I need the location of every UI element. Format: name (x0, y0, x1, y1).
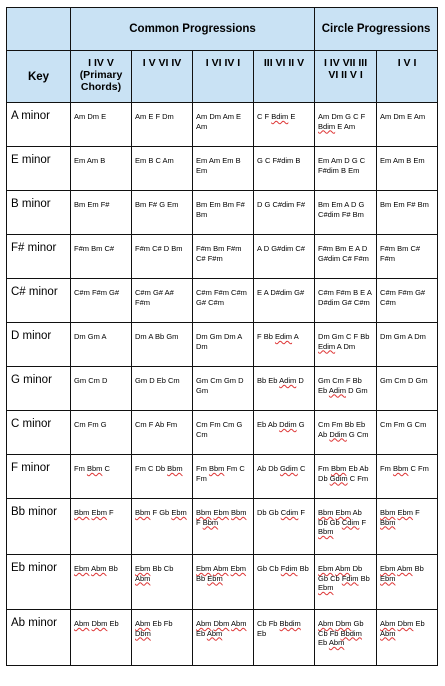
chord-progressions-table (6, 7, 438, 666)
progression-cell: Am Dm E (71, 103, 132, 147)
column-header-i-vi-iv-i: I VI IV I (193, 51, 254, 103)
progression-cell: F#m Bm E A D G#dim C# F#m (315, 235, 377, 279)
progression-cell: Em Am D G C F#dim B Em (315, 147, 377, 191)
progression-cell: Bbm Ebm Bbm F Bbm (193, 499, 254, 555)
key-cell: G minor (7, 367, 71, 411)
progression-cell: Bm Em A D G C#dim F# Bm (315, 191, 377, 235)
progression-cell: Fm Bbm C Fm (377, 455, 438, 499)
progression-cell: Dm Gm A (71, 323, 132, 367)
progression-cell: Gm Cm D Gm (377, 367, 438, 411)
progression-cell: C F Bdim E (254, 103, 315, 147)
progression-cell: Em Am B (71, 147, 132, 191)
progression-cell: Dm Gm Dm A Dm (193, 323, 254, 367)
progression-cell: F#m C# D Bm (132, 235, 193, 279)
key-cell: Ab minor (7, 610, 71, 666)
progression-cell: F#m Bm C# (71, 235, 132, 279)
key-column-header: Key (7, 51, 71, 103)
progression-cell: Gm D Eb Cm (132, 367, 193, 411)
progression-cell: Dm Gm A Dm (377, 323, 438, 367)
progression-cell: Em Am B Em (377, 147, 438, 191)
table-row (7, 367, 438, 411)
key-cell: Bb minor (7, 499, 71, 555)
progression-cell: Ebm Abm Ebm Bb Ebm (193, 555, 254, 610)
progression-cell: Bbm Ebm F Bbm (377, 499, 438, 555)
header-row-groups (7, 8, 438, 51)
progression-cell: E A D#dim G# (254, 279, 315, 323)
circle-progressions-header: Circle Progressions (315, 8, 438, 51)
table-row (7, 147, 438, 191)
table-row (7, 455, 438, 499)
column-header-i-v-i: I V I (377, 51, 438, 103)
progression-cell: F#m Bm F#m C# F#m (193, 235, 254, 279)
progression-cell: Em Am Em B Em (193, 147, 254, 191)
common-progressions-header: Common Progressions (71, 8, 315, 51)
progression-cell: Abm Eb Fb Dbm (132, 610, 193, 666)
progression-cell: Abm Dbm Abm Eb Abm (193, 610, 254, 666)
table-row (7, 323, 438, 367)
column-header-iii-vi-ii-v: III VI II V (254, 51, 315, 103)
progression-cell: Bbm F Gb Ebm (132, 499, 193, 555)
table-row (7, 610, 438, 666)
progression-cell: Cb Fb Bbdim Eb (254, 610, 315, 666)
progression-cell: F Bb Edim A (254, 323, 315, 367)
progression-cell: C#m F#m C#m G# C#m (193, 279, 254, 323)
progression-cell: Fm C Db Bbm (132, 455, 193, 499)
progressions-sheet (6, 7, 438, 666)
header-row-columns (7, 51, 438, 103)
table-row (7, 191, 438, 235)
progression-cell: Cm Fm Cm G Cm (193, 411, 254, 455)
progression-cell: Db Gb Cdim F (254, 499, 315, 555)
progression-cell: Gb Cb Fdim Bb (254, 555, 315, 610)
progression-cell: Gm Cm D (71, 367, 132, 411)
table-row (7, 499, 438, 555)
progression-cell: Am Dm G C F Bdim E Am (315, 103, 377, 147)
key-cell: D minor (7, 323, 71, 367)
progression-cell: Em B C Am (132, 147, 193, 191)
progression-cell: Ebm Abm Bb (71, 555, 132, 610)
table-body (7, 103, 438, 666)
progression-cell: Dm Gm C F Bb Edim A Dm (315, 323, 377, 367)
progression-cell: Bm Em F# (71, 191, 132, 235)
progression-cell: Am Dm Am E Am (193, 103, 254, 147)
progression-cell: C#m F#m G# (71, 279, 132, 323)
progression-cell: F#m Bm C# F#m (377, 235, 438, 279)
key-cell: E minor (7, 147, 71, 191)
progression-cell: Cm Fm G Cm (377, 411, 438, 455)
table-row (7, 555, 438, 610)
progression-cell: Ebm Bb Cb Abm (132, 555, 193, 610)
progression-cell: G C F#dim B (254, 147, 315, 191)
key-cell: Eb minor (7, 555, 71, 610)
progression-cell: D G C#dim F# (254, 191, 315, 235)
progression-cell: Bm Em Bm F# Bm (193, 191, 254, 235)
header-blank-cell (7, 8, 71, 51)
progression-cell: Ab Db Gdim C (254, 455, 315, 499)
progression-cell: Ebm Abm Bb Ebm (377, 555, 438, 610)
column-header-primary: I IV V (Primary Chords) (71, 51, 132, 103)
table-row (7, 235, 438, 279)
key-cell: A minor (7, 103, 71, 147)
table-row (7, 411, 438, 455)
progression-cell: Abm Dbm Eb (71, 610, 132, 666)
progression-cell: Fm Bbm Eb Ab Db Gdim C Fm (315, 455, 377, 499)
key-cell: C minor (7, 411, 71, 455)
progression-cell: Dm A Bb Gm (132, 323, 193, 367)
progression-cell: Bb Eb Adim D (254, 367, 315, 411)
progression-cell: Bm Em F# Bm (377, 191, 438, 235)
progression-cell: Cm Fm Bb Eb Ab Ddim G Cm (315, 411, 377, 455)
progression-cell: Eb Ab Ddim G (254, 411, 315, 455)
table-row (7, 103, 438, 147)
progression-cell: C#m F#m B E A D#dim G# C#m (315, 279, 377, 323)
progression-cell: Gm Cm F Bb Eb Adim D Gm (315, 367, 377, 411)
key-cell: F minor (7, 455, 71, 499)
progression-cell: Gm Cm Gm D Gm (193, 367, 254, 411)
progression-cell: C#m G# A# F#m (132, 279, 193, 323)
column-header-circle-long: I IV VII III VI II V I (315, 51, 377, 103)
table-row (7, 279, 438, 323)
column-header-i-v-vi-iv: I V VI IV (132, 51, 193, 103)
progression-cell: Am Dm E Am (377, 103, 438, 147)
progression-cell: Cm Fm G (71, 411, 132, 455)
progression-cell: Bbm Ebm Ab Db Gb Cdim F Bbm (315, 499, 377, 555)
progression-cell: C#m F#m G# C#m (377, 279, 438, 323)
progression-cell: Bm F# G Em (132, 191, 193, 235)
key-cell: C# minor (7, 279, 71, 323)
progression-cell: Cm F Ab Fm (132, 411, 193, 455)
progression-cell: Fm Bbm Fm C Fm (193, 455, 254, 499)
progression-cell: A D G#dim C# (254, 235, 315, 279)
progression-cell: Bbm Ebm F (71, 499, 132, 555)
progression-cell: Abm Dbm Eb Abm (377, 610, 438, 666)
progression-cell: Fm Bbm C (71, 455, 132, 499)
progression-cell: Ebm Abm Db Gb Cb Fdim Bb Ebm (315, 555, 377, 610)
key-cell: F# minor (7, 235, 71, 279)
progression-cell: Am E F Dm (132, 103, 193, 147)
progression-cell: Abm Dbm Gb Cb Fb Bbdim Eb Abm (315, 610, 377, 666)
key-cell: B minor (7, 191, 71, 235)
